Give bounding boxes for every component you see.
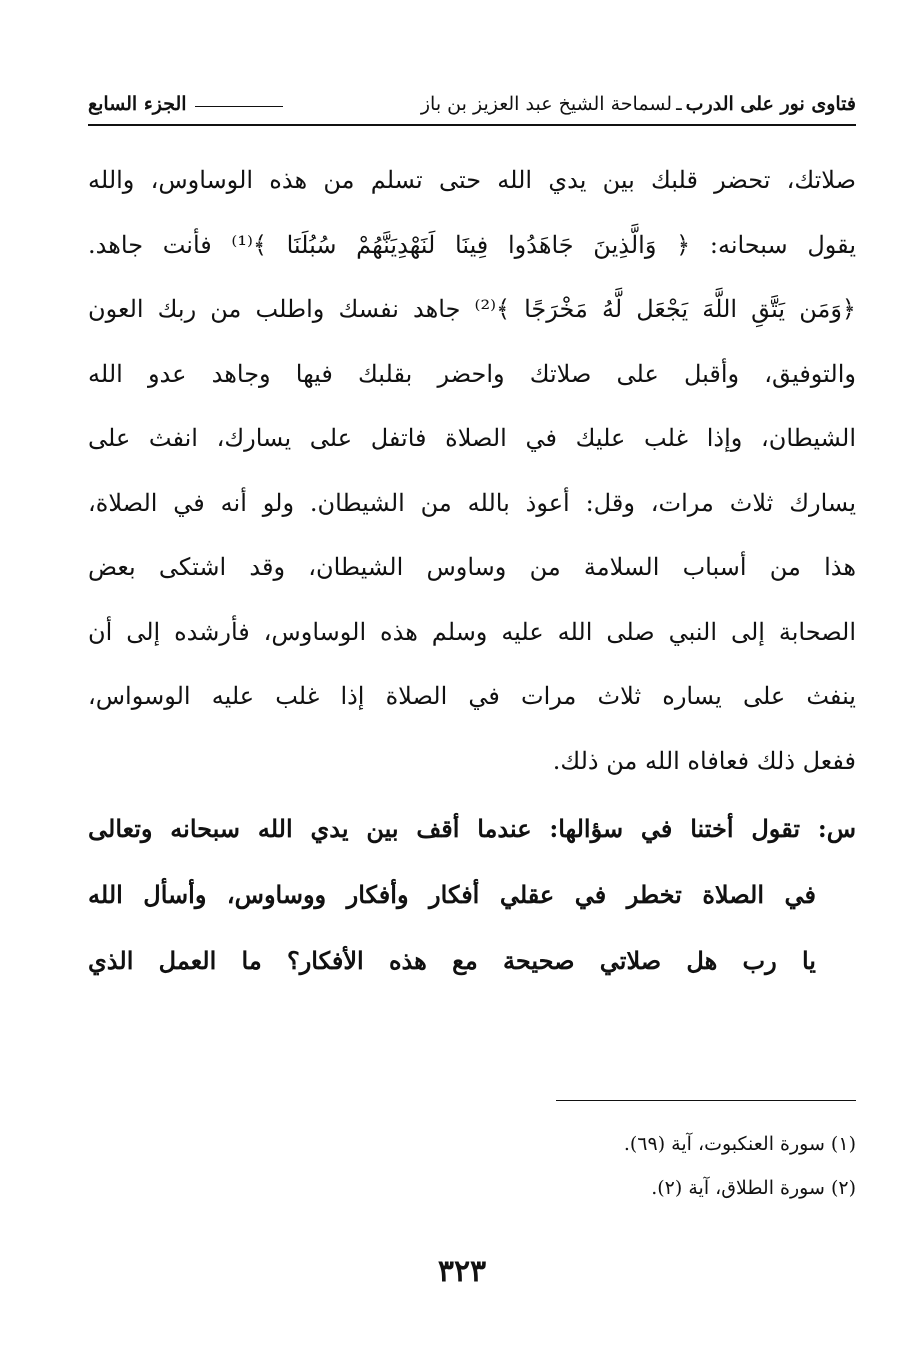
body-line: ينفث على يساره ثلاث مرات في الصلاة إذا غلب عليه الوسواس، bbox=[88, 682, 856, 710]
header-title-group bbox=[421, 89, 856, 119]
footnote-2: (٢) سورة الطلاق، آية (٢). bbox=[651, 1177, 856, 1199]
question-line: س: تقول أختنا في سؤالها: عندما أقف بين يدي الله سبحانه وتعالى bbox=[88, 814, 856, 843]
page-number: ٣٢٣ bbox=[437, 1254, 487, 1289]
header-book-title: فتاوى نور على الدرب bbox=[685, 93, 856, 115]
header-separator: ـ bbox=[676, 93, 682, 115]
question-line: في الصلاة تخطر في عقلي أفكار وأفكار ووساوس، وأسأل الله bbox=[88, 880, 816, 909]
question-line: يا رب هل صلاتي صحيحة مع هذه الأفكار؟ ما العمل الذي bbox=[88, 946, 816, 975]
body-line: يسارك ثلاث مرات، وقل: أعوذ بالله من الشيطان. ولو أنه في الصلاة، bbox=[88, 488, 856, 517]
body-line: صلاتك، تحضر قلبك بين يدي الله حتى تسلم من هذه الوساوس، والله bbox=[88, 166, 856, 194]
footnote-1: (١) سورة العنكبوت، آية (٦٩). bbox=[623, 1133, 856, 1155]
body-line: يقول سبحانه: ﴿ وَالَّذِينَ جَاهَدُوا فِينَا لَنَهْدِيَنَّهُمْ سُبُلَنَا ﴾⁽¹⁾ فأنت جاهد. bbox=[88, 230, 856, 259]
header-author: لسماحة الشيخ عبد العزيز بن باز bbox=[420, 93, 673, 115]
answer-body bbox=[88, 148, 856, 793]
running-header bbox=[88, 84, 856, 126]
body-line: والتوفيق، وأقبل على صلاتك واحضر بقلبك فيها وجاهد عدو الله bbox=[88, 359, 856, 388]
footnotes bbox=[256, 1122, 856, 1210]
body-line: ففعل ذلك فعافاه الله من ذلك. bbox=[552, 746, 856, 775]
body-line: الشيطان، وإذا غلب عليك في الصلاة فاتفل على يسارك، انفث على bbox=[88, 424, 856, 452]
body-line: الصحابة إلى النبي صلى الله عليه وسلم هذه الوساوس، فأرشده إلى أن bbox=[88, 617, 856, 646]
header-volume-group bbox=[88, 89, 291, 119]
header-volume: الجزء السابع bbox=[88, 93, 187, 115]
question-block bbox=[88, 796, 856, 994]
body-line: هذا من أسباب السلامة من وساوس الشيطان، وقد اشتكى بعض bbox=[88, 553, 856, 581]
body-line: ﴿وَمَن يَتَّقِ اللَّهَ يَجْعَل لَّهُ مَخْرَجًا ﴾⁽²⁾ جاهد نفسك واطلب من ربك العون bbox=[88, 295, 856, 323]
footnote-divider bbox=[556, 1100, 856, 1101]
header-rule bbox=[195, 106, 283, 107]
